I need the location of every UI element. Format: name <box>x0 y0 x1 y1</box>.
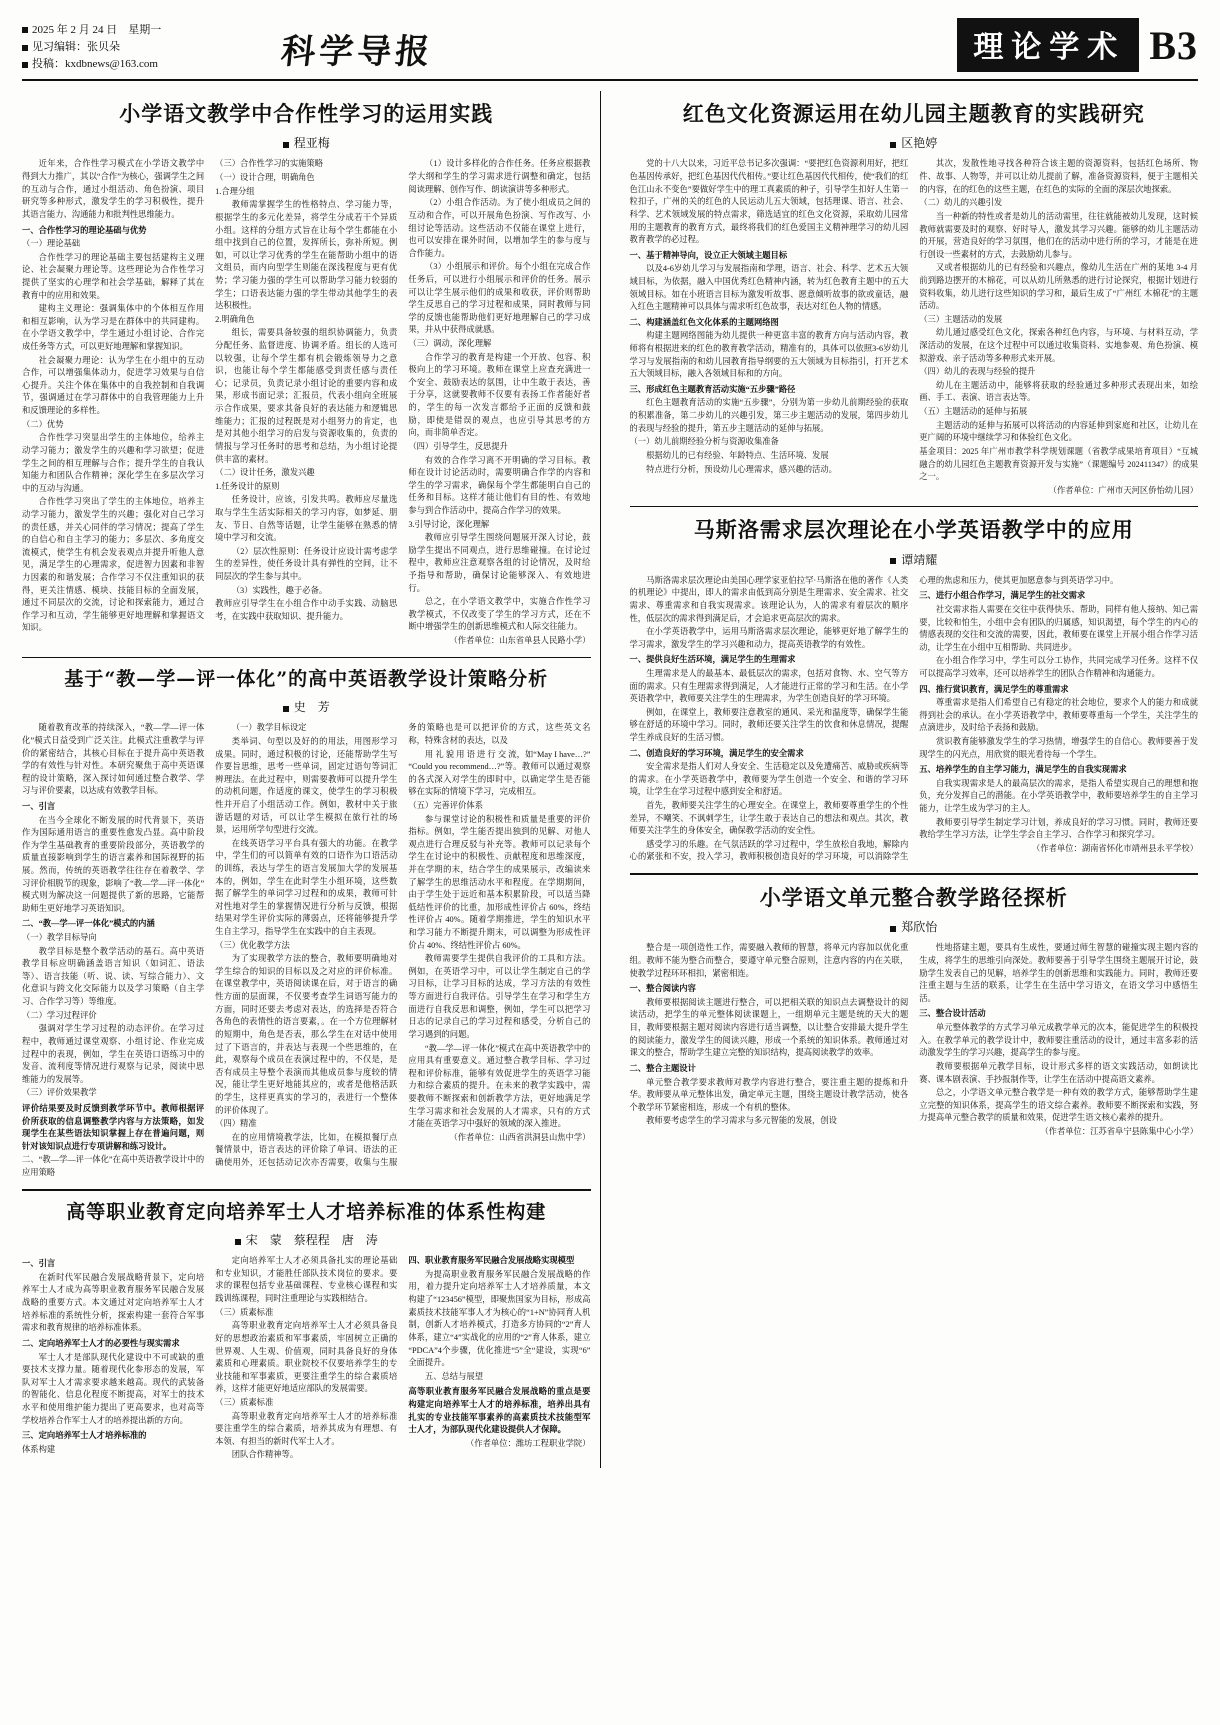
paragraph: 安全需求是指人们对人身安全、生活稳定以及免遭痛苦、威胁或疾病等的需求。在小学英语教学中，教师要为学生创造一个安全、和谐的学习环境，让学生在学习过程中感到安全和舒适。 <box>629 762 909 797</box>
paragraph: 尊重需求是指人们希望自己有稳定的社会地位，要求个人的能力和成就得到社会的承认。在小学英语教学中，教师要尊重每一个学生，关注学生的点滴进步，及时给予表扬和鼓励。 <box>919 698 1198 733</box>
paragraph: 单元整体教学的方式学习单元成教学单元的次本，能促进学生的积极投入。在教学单元的教学设计中，教师要注重活动的设计，通过丰富多彩的活动激发学生的学习兴趣，提高学生的参与度。 <box>919 1023 1198 1058</box>
article-signature: （作者单位：湖南省怀化市靖州县永平学校） <box>1032 843 1198 853</box>
submission-email: 投稿：kxdbnews@163.com <box>22 56 282 73</box>
paragraph: 三、进行小组合作学习，满足学生的社交需求 <box>919 591 1086 601</box>
paragraph: 一、提供良好生活环境，满足学生的生理需求 <box>629 655 796 665</box>
section-badge: 理论学术 <box>957 18 1139 72</box>
paragraph: 三、形成红色主题教育活动实施“五步骤”路径 <box>629 384 796 394</box>
paragraph: 教学目标是整个教学活动的基石。高中英语教学目标应明确涵盖语言知识（如词汇、语法等）、语言技能（听、说、读、写综合能力）、文化意识与跨文化交际能力以及学习策略（自主学习、合作学习等）等维度。 <box>22 946 205 1007</box>
article-signature: （作者单位：广州市天河区侨怡幼儿园） <box>1048 485 1198 495</box>
paragraph: 生理需求是人的最基本、最低层次的需求，包括对食物、水、空气等方面的需求。只有生理需求得到满足，人才能进行正常的学习和生活。在小学英语教学中，教师要关注学生的生理需求，为学生创造良好的学习环境。 <box>629 668 909 704</box>
paragraph: 一、基于精神导向，设立正大领域主题目标 <box>629 250 788 260</box>
paragraph: （三）调动，深化理解 <box>408 339 492 349</box>
paragraph: 教师需要学生提供自我评价的工具和方法。例如，在英语学习中，可以让学生制定自己的学习目标，让学习目标的达成，学习方法的有效性等方面进行自我评估。引导学生在学习和学生方面进行自我反思和调整，例如，学生可以把学习日志的记录自己的学习过程和感受，分析自己的学习遇到的问题。 <box>408 954 591 1039</box>
paragraph: 团队合作精神等。 <box>231 1450 299 1460</box>
paragraph: 五、总结与展望 <box>424 1371 483 1381</box>
editor-line: 见习编辑：张贝朵 <box>22 39 282 56</box>
paragraph: （二）优势 <box>22 419 64 429</box>
article-author: 区艳婷 <box>630 134 1199 151</box>
paragraph: 在当今全球化不断发展的时代背景下，英语作为国际通用语言的重要性愈发凸显。高中阶段作为学生基础教育的重要阶段部分，英语教学的质量直接影响到学生的语言素养和国际视野的拓展。然而，传统的英语教学往往存在着教学、学习评价相脱节的现象，影响了“教—学—评一体化”模式则为解决这一问题提供了新的思路，它能帮助师生更好地学习英语知识。 <box>22 815 205 913</box>
divider <box>22 1189 591 1191</box>
divider <box>630 506 1199 507</box>
article-signature: （作者单位：潍坊工程职业学院） <box>466 1438 591 1448</box>
article-author: 程亚梅 <box>22 134 591 151</box>
paragraph: （1）设计多样化的合作任务。任务应根据教学大纲和学生的学习需求进行调整和确定，包括阅读理解、创作写作、朗读演讲等多种形式。 <box>408 159 591 194</box>
paragraph: 单元整合教学要求教师对教学内容进行整合，要注重主题的提炼和升华。教师要从单元整体出发，确定单元主题，围绕主题设计教学活动，使各个教学环节紧密相连，形成一个有机的整体。 <box>629 1077 909 1112</box>
paragraph: 当一种新的特性或者是幼儿的活动需里，往往就能被幼儿发现，这时候教师就需要及时的观察、好时导人，激发其学习兴趣。能够的幼儿主题活动的开展，营造良好的学习氛围，他们在的活动中进行所的学习，才能是在进行创设一些素材的方式，去鼓励幼儿参与。 <box>919 211 1198 259</box>
paragraph: 为了实现教学方法的整合，教师要明确地对学生综合的知识的目标以及之对应的评价标准。在课堂教学中，英语阅读课在后，对于语言的确性方面的层面课，不仅要考查学生词语写能力的方面，同时还要去考虑对表达，的选择是否符合各角色的表情性的语言要素，。在一个方位理解材的短期中，角色是否表，那么学生在对话中使用过了下语言的，并表达与表现一个些思维的，在此，观察每个成员在表演过程中的，不仅是，是否有成员主导整个表演而其他成员参与度较的情况，能让学生更好地能其应的，或者是他格活跃的学生，这样更真实的学习的，表进行一个整体的评价体现了。 <box>215 954 398 1115</box>
paragraph: 整合是一项创造性工作，需要融入教师的智慧，将单元内容加以优化重组。教师不能为整合而整合，要遵守单元整合原则，注意内容的内在关联，使教学过程环环相扣，紧密相连。 <box>629 943 909 978</box>
paragraph: 建构主义理论：强调集体中的个体相互作用和相互影响，认为学习是在群体中的共同建构。在小学语文教学中，学生通过小组讨论、合作完成任务等方式，可以更好地理解和掌握知识。 <box>22 304 205 352</box>
article-hongse-wenhua-youeryuan <box>630 100 1199 497</box>
paragraph: （三）质素标准 <box>215 1397 274 1407</box>
article-gaodeng-zhiye-junshi <box>22 1200 591 1462</box>
paragraph: （三）评价效果教学 <box>22 1088 97 1098</box>
paragraph: 任务设计，应该，引发共鸣。教师应尽量选取与学生生活实际相关的学习内容，如梦延、朋友、节日、自然等话题，让学生能够在熟悉的情境中学习和交流。 <box>215 495 398 543</box>
paragraph: 马斯洛需求层次理论由美国心理学家亚伯拉罕·马斯洛在他的著作《人类的机理论》中提出，即人的需求由低到高分别是生理需求、安全需求、社交需求、尊重需求和自我实现需求。该理论认为，人的需求有着层次的顺序性，低层次的需求得到满足后，才会追求更高层次的需求。 <box>629 575 909 623</box>
article-author: 谭靖耀 <box>630 551 1199 568</box>
paragraph: 高等职业教育定向培养军士人才的培养标准要注重学生的综合素质，培养其成为有理想、有本领、有担当的新时代军士人才。 <box>215 1411 398 1446</box>
page-body <box>22 91 1198 1468</box>
paragraph: （四）精准 <box>215 1119 257 1129</box>
paragraph: 在小组合作学习中，学生可以分工协作，共同完成学习任务。这样不仅可以提高学习效率，还可以培养学生的团队合作精神和沟通能力。 <box>919 656 1198 678</box>
paragraph: 在的应用情境教学法，比如，在模拟餐厅点餐情景中，语言表达的评价除了单词、语法的正确使用外，还包括动记次亦否需要，收集与生服务的策略也是可以把评价的方式，这些英文名称，特殊含材的表达，以及 <box>215 723 591 1167</box>
paragraph: （一）幼儿前期经验分析与资源收集准备 <box>629 437 779 447</box>
article-author: 史 芳 <box>22 698 591 715</box>
paragraph: 2.明确角色 <box>215 314 255 324</box>
column-divider <box>600 91 601 1468</box>
paragraph: 社交需求指人需要在交往中获得快乐、帮助，同样有他人接纳、知己需要，比较和怕生，小组中会有团队的归属感，知识渴望，每个学生的内心的情感表现的交往和交流的需要，因此，教师要在课堂上开展小组合作学习活动，让学生在小组中互相帮助、共同进步。 <box>919 604 1198 652</box>
paragraph: 根据幼儿的已有经验、年龄特点、生活环境、发展 <box>646 450 829 460</box>
paragraph: 一、引言 <box>22 1259 56 1269</box>
article-signature: （作者单位：山西省洪洞县山焦中学） <box>449 1132 591 1142</box>
paragraph: 有效的合作学习离不开明确的学习目标。教师在设计讨论活动时，需要明确合作学的内容和学生的学习需求，确保每个学生都能明白自己的任务和目标。这样才能让他们有目的性、有效地参与到合作活动中，提高合作学习的效果。 <box>408 455 591 515</box>
left-column <box>22 91 591 1468</box>
paragraph: 四、职业教育服务军民融合发展战略实现模型 <box>408 1256 575 1266</box>
paragraph: 合作性学习突显出学生的主体地位，给养主动学习能力；激发学生的兴趣和学习欲望；促进学生之间的相互理解与合作；提升学生的自我认知能力和团队合作精神；深化学生在多层次学习中的互动与沟通。 <box>22 433 205 493</box>
article-body <box>22 1255 591 1462</box>
paragraph: 用 礼 貌 用 语 进 行 交 流，如“May I have…?”“Could you recommend…?”等。教师可以通过观察的各式深入对学生的即时中，以确定学生是否能够在实际的情境下学习，完成相互。 <box>408 749 591 797</box>
article-yuwen-danyuan-zhenghe <box>630 884 1199 1138</box>
divider <box>22 657 591 658</box>
paragraph: 特点进行分析，预设幼儿心理需求，感兴趣的活动。 <box>646 464 837 474</box>
paragraph: 二、“教—学—评一体化”模式的内涵 <box>22 919 155 929</box>
paragraph: 二、定向培养军士人才的必要性与现实需求 <box>22 1338 180 1348</box>
article-gaozhong-yingyu-jiaoxue <box>22 667 591 1180</box>
paragraph: 赏识教育能够激发学生的学习热情，增强学生的自信心。教师要善于发现学生的闪光点，用欣赏的眼光看待每一个学生。 <box>919 736 1198 759</box>
paragraph: 五、培养学生的自主学习能力，满足学生的自我实现需求 <box>919 765 1127 775</box>
paragraph: 教师要根据单元教学目标，设计形式多样的语文实践活动，如朗读比赛、课本剧表演、手抄报制作等，让学生在活动中提高语文素养。 <box>919 1061 1198 1084</box>
paragraph: 一、引言 <box>22 801 56 811</box>
paragraph: 高等职业教育服务军民融合发展战略的重点是要构建定向培养军士人才的培养标准，培养出具有扎实的专业技能军事素养的高素质技术技能型军士人才，为部队现代化建设提供人才保障。 <box>408 1387 591 1435</box>
paragraph: 随着教育改革的持续深入，“教—学—评一体化”模式日益受到广泛关注。此模式注重教学与评价的紧密结合，其核心目标在于提升高中英语教学的有效性与针对性。本研究聚焦于高中英语课程的设计策略，深入探讨如何通过整合教学、学习与评价要素，以达成有效教学目标。 <box>22 723 205 796</box>
paragraph: 组长，需要具备较强的组织协调能力，负责分配任务、监督进度、协调矛盾。组长的人选可以较强，让每个学生都有机会锻炼领导力之意识，也能让每个学生都能感受到责任感与责任心；记录员，负责记录小组讨论的重要内容和成果，形成书面记录；汇报员，代表小组向全班展示合作成果，要求其备良好的表达能力和逻辑思维能力；汇报的过程既是对小组努力的肯定，也是对其他小组学习的启发与资源收集的，负责的情报与学习任务时的思考和总结，为小组讨论提供丰富的素材。 <box>215 328 398 464</box>
publication-date: 2025 年 2 月 24 日 星期一 <box>22 22 282 39</box>
paragraph: 军士人才是部队现代化建设中不可或缺的重要技术支撑力量。随着现代化参形态的发展，军队对军士人才需求要求越来越高。现代的武装备的智能化、信息化程度不断提高，对军士的技术水平和使用维护能力提出了更高要求，也对高等学校培养合作军士人才的培养提出新的方向。 <box>22 1352 205 1425</box>
paper-logo: 科学导报 <box>279 32 436 72</box>
article-title: 马斯洛需求层次理论在小学英语教学中的应用 <box>693 517 1134 543</box>
paragraph: 其次，发散性地寻找各种符合该主题的资源资料，包括红色场所、物件、故事、人物等，并可以让幼儿提前了解，准备资源资料，便于主题相关的内容，在的红色的这些主题，在红色的实际的全面的深层次地探索。 <box>919 159 1198 194</box>
paragraph: 以及4-6岁幼儿学习与发展指南和学理，语言、社会、科学、艺术五大领域目标，为依据，融入中国优秀红色精神内涵，转为红色教育主题中的五大领域目标。如在小班语言目标为激发听故事、愿意倾听故事的欲或童话，融入红色主题精神可以具体与需求听红色故事，表达对红色人物的情感。 <box>629 264 909 312</box>
masthead <box>22 18 1198 81</box>
paragraph: （2）小组合作活动。为了使小组成员之间的互动和合作，可以开展角色扮演、写作改写、小组讨论等活动。这些活动不仅能在课堂上进行，也可以安排在课外时间，以增加学生的参与度与合作能力。 <box>408 198 591 258</box>
paragraph: 三、定向培养军士人才培养标准的 <box>22 1431 147 1441</box>
paragraph: 二、构建涵盖红色文化体系的主题网络图 <box>629 317 779 327</box>
paragraph: 教师要根据阅读主题进行整合，可以把相关联的知识点去调整设计的阅读活动，把学生的单元整体阅读课题上，一组期单元主题是统的天大的题目，教师要根据主题对阅读内容进行适当调整，以让整合安排最大提升学生的阅读能力，激发学生的阅读兴趣，形成一个系统的知识体系。教师通过对课文的整合，帮助学生建立完整的知识结构，提高阅读教学的效率。 <box>629 997 909 1058</box>
paragraph: 高等职业教育定向培养军士人才必须具备良好的思想政治素质和军事素质，牢固树立正确的世界观、人生观、价值观，同时具备良好的身体素质和心理素质。职业院校不仅要培养学生的专业技能和军事素质，更要注重学生的综合素质培养，这样才能更好地适应部队的发展需要。 <box>215 1321 398 1394</box>
paragraph: （二）学习过程评价 <box>22 1010 97 1020</box>
paragraph: 教师需掌握学生的性格特点、学习能力等，根据学生的多元化差异，将学生分成若干个异质小组。这样的分组方式旨在让每个学生都能在小组中找到自己的位置，发挥所长，弥补所短。例如，可以让学习优秀的学生在能帮助小组中的语文组员，而内向型学生则能在深浅程度与更有优势；学习能力强的学生可以帮助学习能力较弱的学生；口语表达能力强的学生带动其他学生的表达积极性。 <box>215 200 398 311</box>
paragraph: 在小学英语教学中，运用马斯洛需求层次理论，能够更好地了解学生的学习需求，激发学生的学习兴趣和动力，提高英语教学的有效性。 <box>629 627 909 649</box>
paragraph: 二、创造良好的学习环境，满足学生的安全需求 <box>629 748 804 758</box>
paragraph: 构建主题网络图能为幼儿提供一种更富丰富的教育方向与活动内容，教师将有根据进来的红色的教育教学活动，精准有的，具体可以依照3-6岁幼儿学习与发展指南的和幼儿园教育指导纲要的五大领域为目标指引，打开艺术五大领域目标，融入各领域目标和的方向。 <box>629 331 909 379</box>
paragraph: 党的十八大以来，习近平总书记多次强调：“要把红色资源利用好，把红色基因传承好，把红色基因代代相传。”要让红色基因代代相传，使“我们的红色江山永不变色”要做好学生中的理工真素质的种子，引导学生扣好人生第一粒扣子，广州的关的红色的人民运动儿五大领域，包括理课、语言、社会、科学、艺术领域发展的特点需求，筛选适宜的红色文化资源，采取幼儿园常用的主题教育的教育方式，最终将我们的红色爱国主义精神理学习的幼儿园教育教学的必过程。 <box>629 159 909 245</box>
article-body <box>22 158 591 647</box>
article-title: 红色文化资源运用在幼儿园主题教育的实践研究 <box>682 101 1145 127</box>
article-author: 郑欣怡 <box>630 918 1199 935</box>
paragraph: 强调对学生学习过程的动态评价。在学习过程中，教师通过课堂观察、小组讨论、作业完成过程中的表现，例如，学生在英语口语练习中的发音、流利度等情况进行观察与记录，阅读中思维能力的发展等。 <box>22 1024 205 1084</box>
article-author: 宋 蒙 蔡程程 唐 涛 <box>22 1231 591 1248</box>
paragraph: 为提高职业教育服务军民融合发展战略的作用，着力提升定向培养军士人才培养质量，本文构建了“123456”模型，即聚焦国家为目标，形成高素质技术技能军事人才为核心的“1+N”协同育人机制，创新人才培养模式，打造多方协同的“2”育人体系，建立“4”实战化的应用的“2”育人体系，建立“PDCA”4个步骤，优化推进“5”全“建设，实现“6”全面提升。 <box>408 1269 591 1368</box>
article-body <box>630 942 1199 1138</box>
paragraph: 在线英语学习平台具有强大的功能。在教学中，学生们的可以简单有效的口语作为口语活动的训练，表达与学生的语言发展加大学的发展基本的，例如，学生在此时学生小组环境，这些数据了解学生的单词学习过程和的成果，教师可针对性地对学生的掌握情况进行分析与反馈，根据结果对学生评价实际的薄弱点，还将能够提升学生自主学习，指导学生在实践中的自主表现。 <box>215 838 398 937</box>
paragraph: （3）实践性，趣于必备。 <box>231 585 328 595</box>
paragraph: （一）教学目标设定 <box>231 723 307 733</box>
paragraph: 合作性学习的理论基础主要包括建构主义理论、社会凝聚力理论等。这些理论为合作性学习提供了坚实的心理学和社会学基础，解释了其在教育中的应用和效果。 <box>22 252 205 300</box>
paragraph: 感受学习的乐趣。在气氛活跃的学习过程中，学生放松自我地，解除内心的紧张和不安，投入学习，教师积极创造良好的学习环境，可以消除学生心理的焦虑和压力，使其更加愿意参与到英语学习中。 <box>629 575 1119 862</box>
paragraph: 四、推行赏识教育，满足学生的尊重需求 <box>919 684 1069 694</box>
paragraph: 在新时代军民融合发展战略背景下，定向培养军士人才成为高等职业教育服务军民融合发展战略的重要方式。本文通过对定向培养军士人才培养标准的系统性分析，探索构建一套符合军事需求和教育规律的培养标准体系。 <box>22 1272 205 1333</box>
paragraph: 主题活动的延伸与拓展可以将活动的内容延伸到家庭和社区，让幼儿在更广阔的环境中继续学习和体验红色文化。 <box>919 420 1198 443</box>
paragraph: （五）主题活动的延伸与拓展 <box>919 407 1028 417</box>
paragraph: 又或者根据幼儿的已有经验和兴趣点，像幼儿生活在广州的某地 3-4 月前到路边摆开的木棉花，可以从幼儿所熟悉的进行讨论探究，根据计划进行资料收集，幼儿进行这些知识的学习和，最后生成了“广州红 木棉花”的主题活动。 <box>919 263 1198 311</box>
paragraph: 评价结果要及时反馈到教学环节中。教师根据评价所获取的信息调整教学内容与方法策略，如发现学生在某些语法知识掌握上存在普遍问题，则针对该知识点进行专项讲解和练习设计。 <box>22 1103 205 1151</box>
paragraph: （三）优化教学方法 <box>215 940 290 950</box>
paragraph: 教师要考虑学生的学习需求与多元智能的发展，创设 <box>646 1116 837 1126</box>
article-title: 高等职业教育定向培养军士人才培养标准的体系性构建 <box>66 1200 547 1223</box>
paragraph: （一）理论基础 <box>22 239 81 249</box>
masthead-section <box>957 18 1198 72</box>
paragraph: 红色主题教育活动的实施“五步骤”，分别为第一步幼儿前期经验的获取的积累准备，第二步幼儿的兴趣引发，第三步主题活动的发展，第四步幼儿的表现与经验的提升，第五步主题活动的延伸与拓展。 <box>629 398 909 433</box>
paragraph: 社会凝聚力理论：认为学生在小组中的互动合作，可以增强集体动力，促进学习效果与自信心提升。关注个体在集体中的自我控制和自我调节，强调通过在学习群体中的自我管理能力上升和反馈理论的多样性。 <box>22 355 205 416</box>
article-fund-note: 基金项目：2025 年广州市教学科学规划课题（省教学成果培育项目）“互城融合的幼儿园红色主题教育资源开发与实施”（课题编号 202411347）的成果之一。 <box>919 446 1198 482</box>
paragraph: 幼儿通过感受红色文化，探索各种红色内容，与环境、与材料互动，学深活动的发展，在这个过程中可以通过收集资料、实地参观、角色扮演、模拟游戏、亲子活动等多种形式来开展。 <box>919 328 1198 363</box>
paragraph: 一、整合阅读内容 <box>629 984 696 994</box>
paragraph: 类举词、句型以及好的的用法，用图形学习成果。同时，通过积极的讨论，还能帮助学生写作要旨思维，思考一些单词，固定过语句等词汇辨理法。在此过程中，则需要教师可以提升学生的动机问题，作适度的课文，使学生的学习积极性并开启了小组活动工作。例如，教材中关于旅游话题的对话，可以让学生模拟在旅行社的场景，运用所学句型进行交流。 <box>215 736 398 835</box>
paragraph: 总之，在小学语文教学中，实施合作性学习教学模式，不仅改变了学生的学习方式，还在不断中增强学生的创新思维模式和人际交往能力。 <box>408 597 591 632</box>
paragraph: （一）教学目标导向 <box>22 933 97 943</box>
paragraph: 首先，教师要关注学生的心理安全。在课堂上，教师要尊重学生的个性差异，不嘲笑、不讽刺学生，让学生敢于表达自己的想法和观点。其次，教师要关注学生的身体安全，确保教学活动的安全性。 <box>629 801 909 836</box>
masthead-info <box>22 18 282 73</box>
paragraph: （二）幼儿的兴趣引发 <box>919 198 1003 208</box>
paragraph: （二）设计任务，激发兴趣 <box>215 468 315 478</box>
article-signature: （作者单位：山东省单县人民路小学） <box>449 636 591 646</box>
paragraph: （三）合作性学习的实施策略 <box>215 159 324 169</box>
article-title: 小学语文教学中合作性学习的运用实践 <box>119 101 494 127</box>
paragraph: 三、整合设计活动 <box>919 1009 986 1019</box>
article-xiaoxue-yuwen-hezuo <box>22 100 591 648</box>
paragraph: （三）质素标准 <box>215 1307 274 1317</box>
article-body <box>22 722 591 1179</box>
page-number: B3 <box>1149 22 1198 68</box>
paragraph: 3.引导讨论，深化理解 <box>408 519 490 529</box>
paragraph: 合作学习的教育是构建一个开放、包容、积极向上的学习环境。教师在课堂上应查充满进一个安全、鼓励表达的氛围，让中生敢于表达，善于分享，这就要教师不仅要有表扬工作者能好者的，学生的每一次发言都给予正面的反馈和鼓励，即使是错误的观点，也应引导其思考的方向，而非简单否定。 <box>408 352 591 438</box>
paragraph: （3）小组展示和评价。每个小组在完成合作任务后，可以进行小组展示和评价的任务。展示可以让学生展示他们的成果和收获，评价则帮助学生反思自己的学习过程和成果，同时教师与同学的反馈也能帮助他们更好地理解自己的学习成果，并从中获得成就感。 <box>408 262 591 335</box>
paragraph: 例如，在课堂上，教师要注意教室的通风、采光和温度等，确保学生能够在舒适的环境中学习。同时，教师还要关注学生的饮食和休息情况，提醒学生养成良好的生活习惯。 <box>629 707 909 742</box>
divider <box>630 873 1199 875</box>
paragraph: 教师要引导学生制定学习计划，养成良好的学习习惯。同时，教师还要教给学生学习方法，让学生学会自主学习、合作学习和探究学习。 <box>919 817 1198 840</box>
paragraph: 总之，小学语文单元整合教学是一种有效的教学方式，能够帮助学生建立完整的知识体系，提高学生的语文综合素养。教师要不断探索和实践，努力提高单元整合教学的质量和效果，促进学生语文核心素养的提升。 <box>919 1088 1198 1123</box>
article-title: 小学语文单元整合教学路径探析 <box>759 885 1068 911</box>
paragraph: 教师应引导学生在小组合作中动手实践、动脑思考，在实践中获取知识、提升能力。 <box>215 599 398 621</box>
paragraph: 合作性学习突出了学生的主体地位，培养主动学习能力，激发学生的兴趣；强化对自己学习的责任感，并关心同伴的学习情况；提高了学生的自信心和自主学习的能力；多层次、多角度交流模式，使学生有机会发表观点并提升听他人意见，满足学生的心理需求，促进智力因素和非智力因素的和谐发展；合作学习不仅注重知识的获得，更关注情感、模块、技能目标的全面发展，通过不同层次的交流，讨论和探索能力，通过合作学习和互动，学生能够更好地理解和掌握语文知识。 <box>22 497 205 633</box>
paragraph: 教师应引导学生围绕问题展开深入讨论，鼓励学生提出不同观点，进行思维碰撞。在讨论过程中，教师应注意观察各组的讨论情况，及时给予指导和帮助，确保讨论能够深入、有效地进行。 <box>408 533 591 593</box>
paragraph: 自我实现需求是人的最高层次的需求，是指人希望实现自己的理想和抱负，充分发挥自己的潜能。在小学英语教学中，教师要培养学生的自主学习能力，让学生成为学习的主人。 <box>919 778 1198 814</box>
paragraph: （四）幼儿的表现与经验的提升 <box>919 367 1036 377</box>
article-signature: （作者单位：江苏省阜宁县陈集中心小学） <box>1040 1126 1198 1136</box>
paragraph: 二、整合主题设计 <box>629 1063 696 1073</box>
paragraph: 近年来，合作性学习模式在小学语文教学中得到大力推广，其以“合作”为核心，强调学生之间的互动与合作，通过小组活动、角色扮演、项目研究等多种形式，激发学生的学习积极性，提升其语言能力、沟通能力和批判性思维能力。 <box>22 159 205 219</box>
paragraph: （三）主题活动的发展 <box>919 314 1003 324</box>
article-title: 基于“教—学—评一体化”的高中英语教学设计策略分析 <box>64 667 549 690</box>
paragraph: 一、合作性学习的理论基础与优势 <box>22 225 147 235</box>
paragraph: “教—学—评一体化”模式在高中英语教学中的应用具有重要意义。通过整合教学目标、学习过程和评价标准，能够有效促进学生的英语学习能力和综合素质的提升。在未来的教学实践中，需要教师不断探索和创新教学方法，更好地满足学生学习需求和社会发展的人才需求，只有的方式才能在英语学习中强好的领域的深入推进。 <box>408 1043 591 1129</box>
right-column <box>630 91 1199 1468</box>
paragraph: （2）层次性原则：任务设计应设计需考虑学生的差异性，使任务设计具有弹性的空间，让不同层次的学生参与其中。 <box>215 546 398 581</box>
paragraph: （四）引导学生，反思提升 <box>408 441 508 451</box>
paragraph: （一）设计合理，明确角色 <box>215 173 315 183</box>
article-masiluo-xuqiu-cengci <box>630 516 1199 864</box>
paragraph: 幼儿在主题活动中，能够将获取的经验通过多种形式表现出来，如绘画、手工、表演、语言表达等。 <box>919 380 1198 403</box>
paragraph: 性地搭建主题，要具有生成性，要通过师生智慧的碰撞实现主题内容的生成，将学生的思维引向深处。教师要善于引导学生围绕主题展开讨论，鼓励学生发表自己的见解，培养学生的创新思维和实践能力。同时，教师还要注重主题与生活的联系，让学生在生活中学习语文，在语文学习中感悟生活。 <box>919 943 1198 1003</box>
paragraph: 二、“教—学—评一体化”在高中英语教学设计中的应用策略 <box>22 1155 205 1177</box>
article-body <box>630 158 1199 497</box>
paragraph: 1.合理分组 <box>215 186 255 196</box>
paragraph: 参与课堂讨论的积极性和质量是重要的评价指标。例如，学生能否提出独到的见解、对他人观点进行合理反驳与补充等。教师可以记录每个学生在讨论中的积极性、贡献程度和思维深度，并在学期的末，结合学生的成果展示，改编读来了解学生的思维活动水平和程度。在学期期间，由于学生处于远近和基本积累阶段，可以适当降低结性评价的比重，加形成性评价占 60%，终结性评价占 40%。随着学期推进，学生的知识水平和学习能力不断提升期末，可以调整为形成性评价占 40%、终结性评价占 60%。 <box>408 814 591 950</box>
paragraph: 体系构建 <box>22 1444 56 1454</box>
article-body <box>630 575 1199 864</box>
paragraph: 1.任务设计的原则 <box>215 481 280 491</box>
paragraph: （五）完善评价体系 <box>408 800 483 810</box>
paragraph: 定向培养军士人才必须具备扎实的理论基础和专业知识，才能胜任部队技术岗位的要求。要求的课程包括专业基础课程、专业核心课程和实践训练课程，同时注重理论与实践相结合。 <box>215 1256 398 1304</box>
